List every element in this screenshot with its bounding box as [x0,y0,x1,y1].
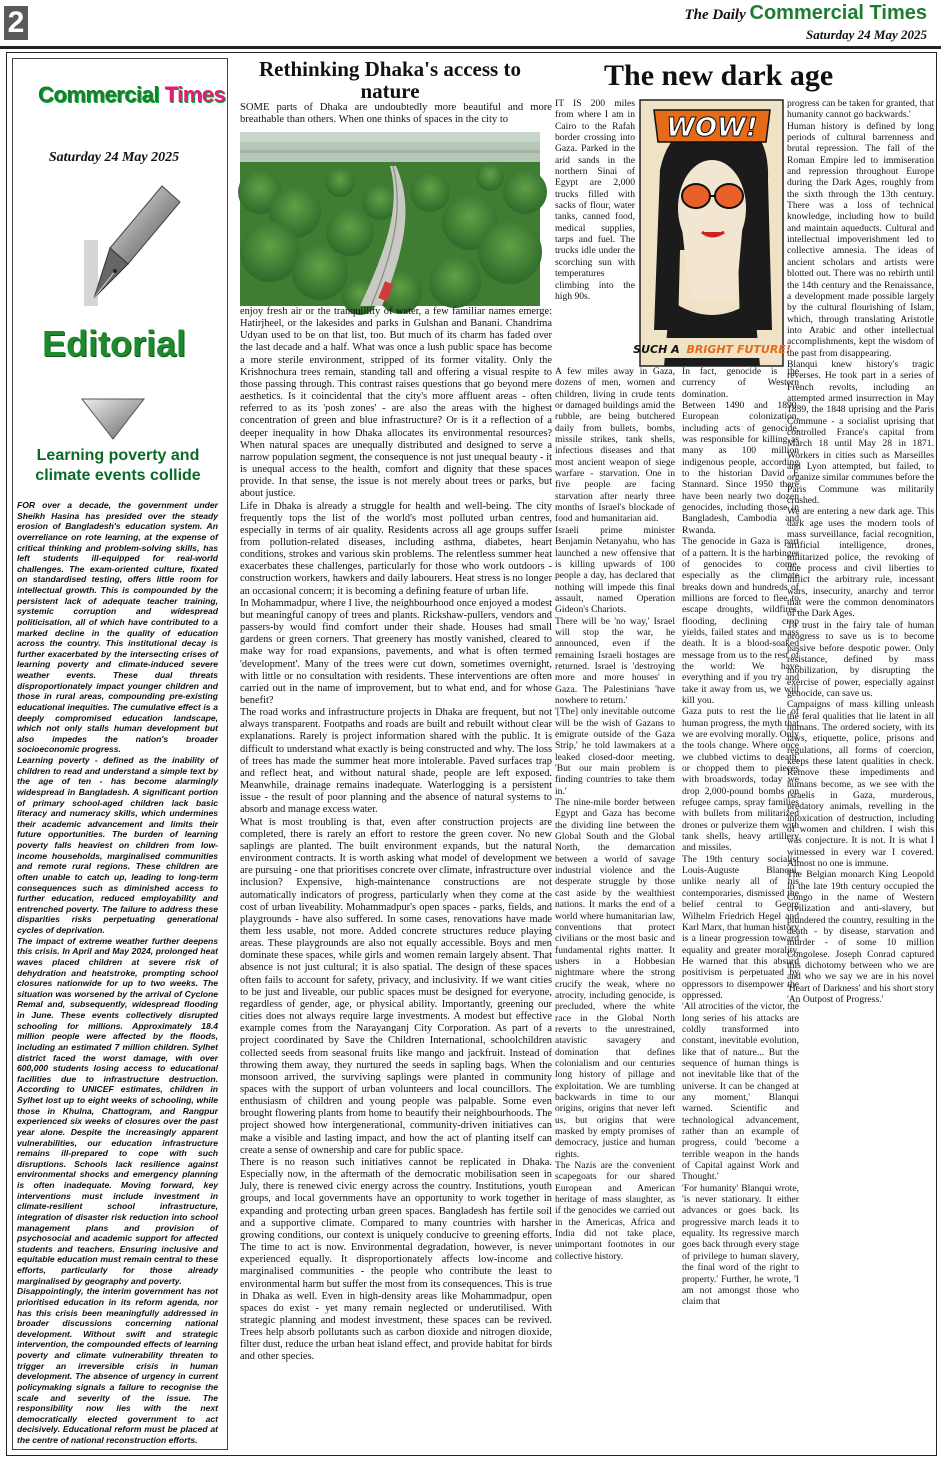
page-number: 2 [4,6,28,40]
article1-paragraph: enjoy fresh air or the tranquillity of water, a few familiar names emerge: Hatirjheel, or the lakesides and parks in Gulshan and Banani. Chandrima Udyan used to be on that list, too. But much of its charm has faded over the last decade and a half. What was once a lush public space has become a more sterile environment, stripped of its former vitality. Only the Krishnochura trees remain, standing tall and offering a visual respite to those passing through. This contrast raises questions that go beyond mere aesthetics. Is it coincidental that the city's more affluent areas - often referred to as its 'posh zones' - are also the areas with the highest concentration of green and blue infrastructure? Or is it a reflection of a deeper inequality in how Dhaka allocates its environmental resources? When natural spaces are unequally distributed and designed to serve a narrow population segment, the consequence is not just unequal beauty - it is unequal access to the health, comfort and dignity that these spaces provide. In that sense, the issue is not merely about trees or parks, but about justice. [240,306,552,500]
poster-top-text: WOW! [666,113,758,143]
article2-paragraph: 'For humanity' Blanqui wrote, 'is never stationary. It either advances or goes back. Its progressive march leads it to equality. Its regressive march goes back through every stage of privilege to human slavery, the final word of the right to property.' Further, he wrote, 'I am not amongst those who claim that [682,1182,799,1308]
article2-column-2 [682,366,799,1308]
article2-paragraph: '[The] only inevitable outcome will be the wish of Gazans to emigrate outside of the Gaza Strip,' he told lawmakers at a leaked closed-door meeting. 'But our main problem is finding countries to take them in.' [555,706,675,797]
article2-paragraph: The Nazis are the convenient scapegoats for our shared European and American heritage of mass slaughter, as if the genocides we carried out in the Americas, Africa and India did not take place, unimportant footnotes in our collective history. [555,1160,675,1262]
article1-title: Rethinking Dhaka's access to nature [259,57,521,103]
article1-intro [240,102,552,126]
editorial-headline: Learning poverty and climate events collide [35,447,201,484]
article1-body [240,306,552,1364]
article2-paragraph: In fact, genocide is the currency of Western domination. [682,366,799,400]
article1-paragraph: In Mohammadpur, where I live, the neighbourhood once enjoyed a modest but meaningful canopy of trees and plants. Rickshaw-pullers, vendors and passers-by would find comfort under their shade. Houses had small gardens or green corners. That greenery has mostly vanished, cleared to make way for road expansions, pavements, and what is often termed 'development'. Many of the trees were cut down, sometimes overnight, with little or no consultation with residents. These interventions are often carried out in the name of improvement, but to what end, and for whose benefit? [240,597,552,706]
article2-paragraph: Gaza puts to rest the lie of human progress, the myth that we are evolving morally. Only the tools change. Where once we clubbed victims to death, or chopped them to pieces with broadswords, today we drop 2,000-pound bombs on refugee camps, spray families with bullets from militarized drones or pulverize them with tank shells, heavy artillery and missiles. [682,706,799,854]
article2-paragraph: To trust in the fairy tale of human progress to save us is to become passive before despotic power. Only resistance, defined by mass mobilization, by disrupting the exercise of power, especially against genocide, can save us. [787,619,934,699]
article2-paragraph: The nine-mile border between Egypt and Gaza has become the dividing line between the Global South and the Global North, the demarcation between a world of savage industrial violence and the desperate struggle by those cast aside by the wealthiest nations. It marks the end of a world where humanitarian law, conventions that protect civilians or the most basic and fundamental rights matter. It ushers in a Hobbesian nightmare where the strong crucify the weak, where no atrocity, including genocide, is precluded, where the white race in the Global North reverts to the unrestrained, atavistic savagery and domination that defines colonialism and our centuries long history of pillage and exploitation. We are tumbling backwards in time to our origins, origins that never left us, but origins that were masked by empty promises of democracy, justice and human rights. [555,797,675,1160]
article1-paragraph: There is no reason such initiatives cannot be replicated in Dhaka. Especially now, in the aftermath of the democratic mobilisation seen in July, there is renewed civic energy across the country. Institutions, youth groups, and local governments have an opportunity to work together in expanding and protecting urban green spaces. Bangladesh has fertile soil and a supportive climate. Compared to many countries with harsher growing conditions, our context is uniquely conducive to greening efforts. The time to act is now. Environmental degradation, however, is never experienced equally. It disproportionately affects low-income and marginalised communities - the people who contribute the least to environmental harm but suffer the most from its consequences. This is true in Dhaka as well. Even in high-density areas like Mohammadpur, open spaces do exist - yet many remain neglected or underutilised. With strategic planning and modest investment, these spaces can be revived. Trees help absorb pollutants such as carbon dioxide and nitrogen dioxide, filter dust, reduce the urban heat island effect, and provide habitat for birds and other species. [240,1156,552,1363]
article1-intro-text: SOME parts of Dhaka are undoubtedly more beautiful and more breathable than others. When one thinks of spaces in the city to [240,102,552,126]
article2-paragraph: Between 1490 and 1890, European colonization, including acts of genocide, was responsible for killing as many as 100 million indigenous people, according to the historian David E Stannard. Since 1950 there have been nearly two dozen genocides, including those in Bangladesh, Cambodia and Rwanda. [682,400,799,536]
article2-paragraph: The genocide in Gaza is part of a pattern. It is the harbinger of genocides to come, especially as the climate breaks down and hundreds of millions are forced to flee to escape droughts, wildfires, flooding, declining crop yields, failed states and mass death. It is a blood-soaked message from us to the rest of the world: We have everything and if you try and take it away from us, we will kill you. [682,536,799,706]
wow-poster-illustration [633,100,791,366]
article2-paragraph: progress can be taken for granted, that humanity cannot go backwards.' [787,98,934,121]
dhaka-greenery-photo [240,132,540,306]
article2-paragraph: Human history is defined by long periods of cultural barrenness and brutal repression. The fall of the Roman Empire led to immiseration and repression throughout Europe during the Dark Ages, roughly from the sixth through the 13th century. There was a loss of technical knowledge, including how to build and maintain aqueducts. Cultural and intellectual impoverishment led to collective amnesia. The ideas of ancient scholars and artists were blotted out. There was no rebirth until the 14th century and the Renaissance, a development made possible largely by the cultural flourishing of Islam, which, through translating Aristotle into Arabic and other intellectual accomplishments, kept the wisdom of the past from disappearing. [787,120,934,359]
poster-bottom-banner [633,338,791,358]
sidebar-date: Saturday 24 May 2025 [48,150,180,165]
section-title: Editorial [41,323,187,364]
article1-paragraph: What is most troubling is that, even after construction projects are completed, there is rarely an effort to restore the green cover. No new saplings are planted. The built environment expands, but the natural environment contracts. It is worth asking what model of development we are pursuing - one that prioritises concrete over climate, infrastructure over inclusion? Expensive, high-maintenance constructions are not automatically indicators of progress, particularly when they come at the cost of urban liveability. Mohammadpur's open spaces - parks, fields, and playgrounds - have also suffered. In some cases, renovations have made them less usable, not more. Added concrete structures reduce playing areas. These playgrounds are also not equally accessible. Boys and men dominate these spaces, while girls and women remain largely absent. That absence is not just cultural; it is also spatial. The design of these spaces often fails to account for safety, privacy, and inclusivity. If we want cities to be just and liveable, our public spaces must be designed for everyone, regardless of gender, age, or physical ability. Importantly, greening our cities does not always require large investments. A modest but effective example comes from the Narayanganj City Corporation. As part of a project coordinated by Save the Children International, schoolchildren collected seeds from seasonal fruits like mango and jackfruit. Instead of throwing them away, they nurtured the seeds in sapling bags. When the monsoon arrived, the surviving saplings were planted in community spaces with the support of urban volunteers and local councillors. The enthusiasm of children and young people was palpable. Some even brought flowering plants from home to beautify their neighbourhoods. The project showed how intergenerational, community-driven initiatives can make a visible and lasting impact, and how the act of planting itself can create a sense of ownership and care for public space. [240,816,552,1156]
poster-bottom-prefix: SUCH A [633,343,680,356]
top-rule [0,46,941,49]
article2-paragraph: A few miles away in Gaza, dozens of men, women and children, living in crude tents or damaged buildings amid the rubble, are being butchered daily from bullets, bombs, missile strikes, tank shells, infectious diseases and that most ancient weapon of siege warfare - starvation. One in five people are facing starvation after nearly three months of Israel's blockade of food and humanitarian aid. [555,366,675,525]
poster-bottom-highlight: BRIGHT FUTURE! [686,343,791,356]
sidebar-logo [38,82,225,108]
editorial-paragraph: Learning poverty - defined as the inability of children to read and understand a simple text by the age of ten - has become alarmingly widespread in Bangladesh. A significant portion of primary school-aged children lack basic literacy and numeracy skills, which undermines their academic advancement and limits their future opportunities. The burden of learning poverty falls heaviest on children from low-income households, marginalised communities and remote rural regions. These children are often unable to catch up, leading to long-term consequences such as diminished access to further education, reduced employability and entrenched poverty. The failure to address these disparities risks perpetuating generational cycles of deprivation. [17,755,218,935]
editorial-body [17,500,218,1446]
masthead-name: Commercial Times [749,2,927,24]
article2-paragraph: Blanqui knew history's tragic reverses. He took part in a series of French revolts, including an attempted armed insurrection in May 1839, the 1848 uprising and the Paris Commune - a socialist uprising that controlled France's capital from March 18 until May 28 in 1871. Workers in cities such as Marseilles and Lyon attempted, but failed, to organize similar communes before the Paris Commune was militarily crushed. [787,358,934,507]
editorial-paragraph: FOR over a decade, the government under Sheikh Hasina has presided over the steady erosion of Bangladesh's education system. An overreliance on rote learning, at the expense of critical thinking and problem-solving skills, has left students ill-equipped for real-world challenges. The exam-oriented culture, fixated on standardised testing, offers little room for intellectual growth. This is compounded by the persistent lack of adequate teacher training, systemic corruption and widespread politicisation, all of which have contributed to a marked decline in the quality of education across the country. This institutional decay is further exacerbated by the intersecting crises of learning poverty and climate-induced severe weather events. These dual threats disproportionately impact younger children and those in rural areas, compounding pre-existing educational inequities. The cumulative effect is a deeply compromised education landscape, which not only stalls human development but also impedes the nation's broader socioeconomic progress. [17,500,218,755]
masthead-date: Saturday 24 May 2025 [806,27,927,42]
article2-paragraph: There will be 'no way,' Israel will stop the war, he announced, even if the remaining Israeli hostages are returned. Israel is 'destroying more and more houses' in Gaza. The Palestinians 'have nowhere to return.' [555,615,675,706]
sidebar-logo-part1: Commercial [38,82,159,107]
arrow-down-icon [78,395,148,443]
article2-paragraph: We are entering a new dark age. This dark age uses the modern tools of mass surveillance, facial recognition, artificial intelligence, drones, militarized police, the revoking of due process and civil liberties to inflict the arbitrary rule, incessant wars, insecurity, anarchy and terror that were the common denominators of the Dark Ages. [787,506,934,620]
article2-column-1 [555,366,675,1262]
sidebar-logo-part2: Times [164,82,226,107]
article1-paragraph: The road works and infrastructure projects in Dhaka are frequent, but not always transparent. Footpaths and roads are built and rebuilt without clear explanations. Rarely is project information shared with the public. It is difficult to understand what exactly is being constructed and why. The loss of trees has made the summer heat more intolerable. Paved surfaces trap and reflect heat, and without natural shade, people are left exposed. Meanwhile, drainage remains inadequate. Waterlogging is a persistent issue - the result of poor planning and the absence of natural systems to absorb and manage excess water. [240,707,552,816]
article2-column-3 [787,98,934,1006]
masthead-brand [685,2,928,25]
masthead-prefix: The Daily [684,7,746,23]
editorial-paragraph: The impact of extreme weather further deepens this crisis. In April and May 2024, prolonged heat waves placed children at severe risk of dehydration and heatstroke, prompting school closures nationwide for up to two weeks. The situation was worsened by the arrival of Cyclone Remal and, subsequently, widespread flooding in June. These events collectively disrupted schooling for millions. Approximately 18.4 million people were affected by the floods, including an estimated 7 million children. Sylhet district faced the worst damage, with over 600,000 students losing access to educational facilities due to infrastructure destruction. According to UNICEF estimates, children in Sylhet lost up to eight weeks of schooling, while those in Khulna, Chattogram, and Rangpur experienced six weeks of closures over the past year alone. Despite the increasingly apparent vulnerabilities, our education infrastructure remains ill-prepared to cope with such disruptions. Schools lack resilience against environmental shocks and emergency planning is often inadequate. Moving forward, key interventions must include investment in climate-resilient school infrastructure, integration of disaster risk reduction into school management plans and provision of psychosocial and academic support for affected students and teachers. Ensuring inclusive and equitable education must remain central to these efforts, particularly for those already marginalised by geography and poverty. [17,935,218,1286]
pen-icon [70,178,190,308]
masthead [685,2,928,43]
article2-paragraph: Israeli prime minister Benjamin Netanyahu, who has launched a new offensive that is killing upwards of 100 people a day, has declared that nothing will impede this final assault, named Operation Gideon's Chariots. [555,524,675,616]
article2-column-1-top [555,98,635,302]
article2-paragraph: IT IS 200 miles from where I am in Cairo to the Rafah border crossing into Gaza. Parked in the arid sands in the northern Sinai of Egypt are 2,000 trucks filled with sacks of flour, water tanks, canned food, medical supplies, tarps and fuel. The trucks idle under the scorching sun with temperatures climbing into the high 90s. [555,98,635,302]
article2-paragraph: The 19th century socialist Louis-Auguste Blanqui, unlike nearly all of his contemporaries, dismissed the belief central to Georg Wilhelm Friedrich Hegel and Karl Marx, that human history is a linear progression toward equality and greater morality. He warned that this absurd positivism is perpetuated by oppressors to disempower the oppressed. [682,853,799,1001]
poster-bottom-text [633,343,791,356]
article2-paragraph: Campaigns of mass killing unleash the feral qualities that lie latent in all humans. The ordered society, with its laws, etiquette, police, prisons and regulations, all forms of coercion, keeps these latent qualities in check. Remove these impediments and humans become, as we see with the Israelis in Gaza, murderous, predatory animals, revelling in the intoxication of destruction, including of women and children. I wish this was conjecture. It is not. It is what I witnessed in every war I covered. Almost no one is immune. [787,699,934,870]
poster-top-banner [654,110,770,143]
article1-paragraph: Life in Dhaka is already a struggle for health and well-being. The city frequently tops the list of the world's most polluted urban centres, especially in terms of air quality. Residents across all age groups suffer from pollution-related diseases, including asthma, diabetes, heart conditions, strokes and various skin problems. The relentless summer heat exacerbates these challenges, particularly for those who work outdoors - construction workers, hawkers and daily labourers. Heat stress is no longer an occasional concern; it is becoming a defining feature of urban life. [240,500,552,597]
editorial-paragraph: Disappointingly, the interim government has not prioritised education in its reform agenda, nor has this crisis been meaningfully addressed in broader discussions concerning national development. Without swift and strategic intervention, the compounded effects of learning poverty and climate vulnerability threaten to trigger an irreversible crisis in human development. The absence of urgency in current policymaking signals a failure to recognise the scale and severity of the issue. The responsibility now lies with the next democratically elected government to act decisively. Educational reform must be placed at the centre of national reconstruction efforts. [17,1286,218,1445]
article2-paragraph: 'All atrocities of the victor, the long series of his attacks are coldly transformed into constant, inevitable evolution, like that of nature... But the sequence of human things is not inevitable like that of the universe. It can be changed at any moment,' Blanqui warned. Scientific and technological advancement, rather than an example of progress, could 'become a terrible weapon in the hands of Capital against Work and Thought.' [682,1001,799,1183]
article2-title: The new dark age [604,59,834,92]
article2-paragraph: The Belgian monarch King Leopold in the late 19th century occupied the Congo in the name of Western civilization and anti-slavery, but plundered the country, resulting in the death - by disease, starvation and murder - of some 10 million Congolese. Joseph Conrad captured this dichotomy between who we are and who we say we are in his novel 'Heart of Darkness' and his short story 'An Outpost of Progress.' [787,869,934,1006]
